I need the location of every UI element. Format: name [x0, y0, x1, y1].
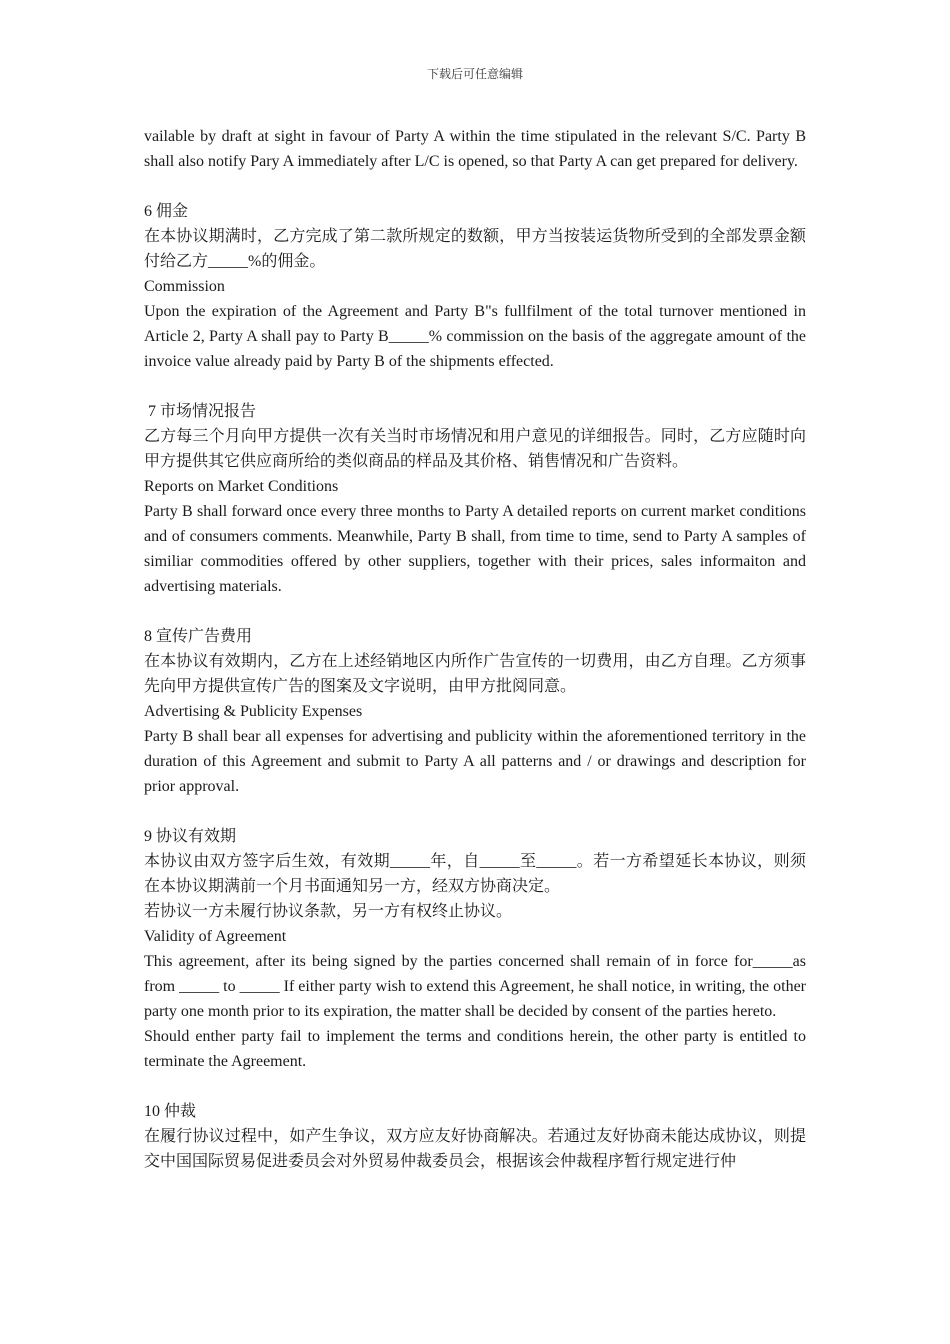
section-10-heading-cn: 10 仲裁 — [144, 1103, 197, 1120]
section-7-heading-en: Reports on Market Conditions — [144, 478, 339, 495]
section-10-body-cn: 在履行协议过程中，如产生争议，双方应友好协商解决。若通过友好协商未能达成协议，则提交中国国际贸易促进委员会对外贸易仲裁委员会，根据该会仲裁程序暂行规定进行仲 — [144, 1128, 806, 1170]
spacer — [144, 374, 806, 399]
section-9-body-cn-2: 若协议一方未履行协议条款，另一方有权终止协议。 — [144, 903, 513, 920]
intro-paragraph: vailable by draft at sight in favour of Party A within the time stipulated in the relevant S/C. Party B shall also notify Pary A immediately after L/C is opened, so that Party A can get prepared for delivery. — [144, 128, 806, 170]
section-9-body-en-1: This agreement, after its being signed by the parties concerned shall remain of in force for_____as from _____ to _____ If either party wish to extend this Agreement, he shall notice, in writing, the other party one month prior to its expiration, the matter shall be decided by consent of the parties hereto. — [144, 953, 806, 1020]
section-7-body-cn: 乙方每三个月向甲方提供一次有关当时市场情况和用户意见的详细报告。同时，乙方应随时向甲方提供其它供应商所给的类似商品的样品及其价格、销售情况和广告资料。 — [144, 428, 806, 470]
spacer — [144, 799, 806, 824]
section-6-heading-en: Commission — [144, 278, 225, 295]
section-8-body-cn: 在本协议有效期内，乙方在上述经销地区内所作广告宣传的一切费用，由乙方自理。乙方须事先向甲方提供宣传广告的图案及文字说明，由甲方批阅同意。 — [144, 653, 806, 695]
document-body — [144, 124, 806, 1174]
section-7-body-en: Party B shall forward once every three months to Party A detailed reports on current market conditions and of consumers comments. Meanwhile, Party B shall, from time to time, send to Party A samples of similiar commodities offered by other suppliers, together with their prices, sales informaiton and advertising materials. — [144, 503, 806, 595]
section-9-heading-en: Validity of Agreement — [144, 928, 287, 945]
section-9-heading-cn: 9 协议有效期 — [144, 828, 237, 845]
page-header-note: 下载后可任意编辑 — [426, 67, 523, 81]
section-6-body-en: Upon the expiration of the Agreement and Party B"s fullfilment of the total turnover mentioned in Article 2, Party A shall pay to Party B_____% commission on the basis of the aggregate amount of the invoice value already paid by Party B of the shipments effected. — [144, 303, 806, 370]
spacer — [144, 174, 806, 199]
section-6-heading-cn: 6 佣金 — [144, 203, 189, 220]
section-9-body-en-2: Should enther party fail to implement the terms and conditions herein, the other party is entitled to terminate the Agreement. — [144, 1028, 806, 1070]
section-8-heading-en: Advertising & Publicity Expenses — [144, 703, 363, 720]
spacer — [144, 599, 806, 624]
section-6-body-cn: 在本协议期满时，乙方完成了第二款所规定的数额，甲方当按装运货物所受到的全部发票金额付给乙方_____%的佣金。 — [144, 228, 806, 270]
section-8-heading-cn: 8 宣传广告费用 — [144, 628, 253, 645]
section-7-heading-cn: 7 市场情况报告 — [144, 403, 257, 420]
spacer — [144, 1074, 806, 1099]
section-8-body-en: Party B shall bear all expenses for advertising and publicity within the aforementioned territory in the duration of this Agreement and submit to Party A all patterns and / or drawings and description for prior approval. — [144, 728, 806, 795]
section-9-body-cn-1: 本协议由双方签字后生效，有效期_____年，自_____至_____。若一方希望延长本协议，则须在本协议期满前一个月书面通知另一方，经双方协商决定。 — [144, 853, 806, 895]
